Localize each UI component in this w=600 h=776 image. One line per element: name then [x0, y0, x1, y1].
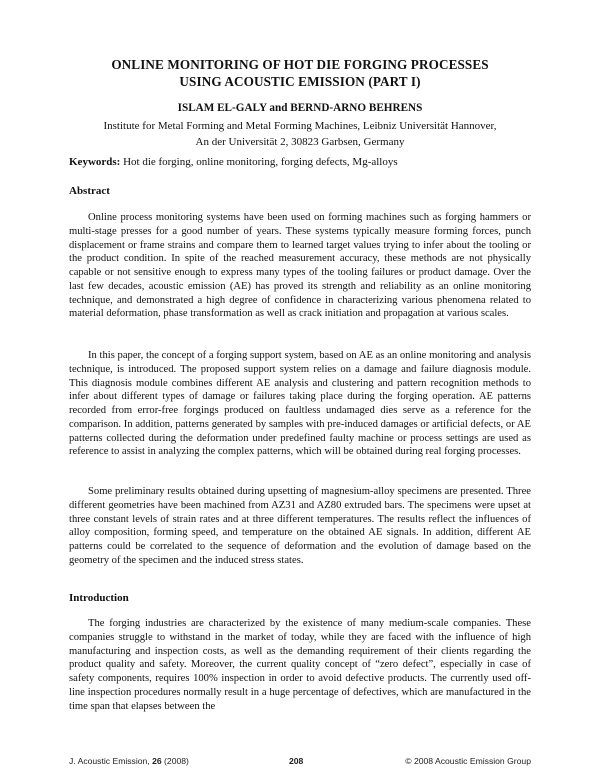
affiliation-line-1: Institute for Metal Forming and Metal Forming Machines, Leibniz Universität Hannover,	[103, 120, 497, 132]
introduction-heading: Introduction	[69, 592, 129, 604]
title-line-1: ONLINE MONITORING OF HOT DIE FORGING PROCESSES	[111, 57, 489, 72]
abstract-paragraph-2: In this paper, the concept of a forging support system, based on AE as an online monitoring and analysis technique, is introduced. The proposed support system relies on a damage and failure diagnosis module. This diagnosis module combines different AE analysis and clustering and pattern recognition methods to infer about different types of damage or failures taking place during the forging operation. AE patterns recorded from error-free forgings produced on faultless undamaged dies serve as a reference for the comparison. In addition, patterns generated by samples with pre-induced damages or artificial defects, or AE patterns collected during the deformation under predefined faulty machine or process settings are used as reference to assist in analyzing the complex patterns, which will be obtained during real forging processes.	[69, 350, 531, 458]
keywords-label: Keywords:	[69, 156, 121, 168]
title-line-2: USING ACOUSTIC EMISSION (PART I)	[179, 74, 421, 89]
affiliation-line-2: An der Universität 2, 30823 Garbsen, Germany	[195, 136, 405, 148]
footer-page-number: 208	[289, 756, 304, 766]
footer-year: (2008)	[161, 756, 189, 766]
abstract-paragraph-3: Some preliminary results obtained during upsetting of magnesium-alloy specimens are presented. Three different geometries have been machined from AZ31 and AZ80 extruded bars. The specimens were upset at three constant levels of strain rates and at three different temperatures. The results reflect the influences of alloy composition, forming speed, and temperature on the obtained AE signals. In addition, different AE patterns could be correlated to the sequence of deformation and the evolution of damage based on the geometry of the specimen and the induced stress states.	[69, 486, 531, 566]
keywords	[69, 155, 539, 170]
footer-journal	[69, 756, 189, 767]
affiliation	[60, 118, 540, 150]
paper-title	[60, 56, 540, 90]
keywords-text: Hot die forging, online monitoring, forging defects, Mg-alloys	[120, 156, 398, 168]
abstract-heading: Abstract	[69, 185, 110, 197]
abstract-paragraph-1: Online process monitoring systems have been used on forming machines such as forging hammers or multi-stage presses for a good number of years. These systems typically measure forming forces, punch displacement or frame strains and compare them to learned target values trying to infer about the tooling or the product condition. In spite of the reached measurement accuracy, these methods are not physically capable or not sensitive enough to express many types of the tooling failures or product damage. Over the last few decades, acoustic emission (AE) has proved its strength and reliability as an online monitoring technique, and demonstrated a high degree of confidence in characterizing various phenomena related to material deformation, phase transformation as well as crack initiation and propagation at various scales.	[69, 212, 531, 320]
introduction-paragraph-1: The forging industries are characterized by the existence of many medium-scale companies. These companies struggle to withstand in the market of today, while they are faced with the influence of high manufacturing and inspection costs, as well as the demanding requirement of their clients regarding the product quality and safety. Moreover, the current quality concept of “zero defect”, especially in case of safety components, requires 100% inspection in order to avoid defective products. The currently used off-line inspection procedures normally result in a huge percentage of defectives, which are manufactured in the time span that elapses between the	[69, 618, 531, 712]
footer-journal-name: J. Acoustic Emission,	[69, 756, 153, 766]
footer-volume: 26	[152, 756, 162, 766]
authors: ISLAM EL-GALY and BERND-ARNO BEHRENS	[177, 102, 423, 114]
footer-copyright: © 2008 Acoustic Emission Group	[405, 756, 531, 766]
